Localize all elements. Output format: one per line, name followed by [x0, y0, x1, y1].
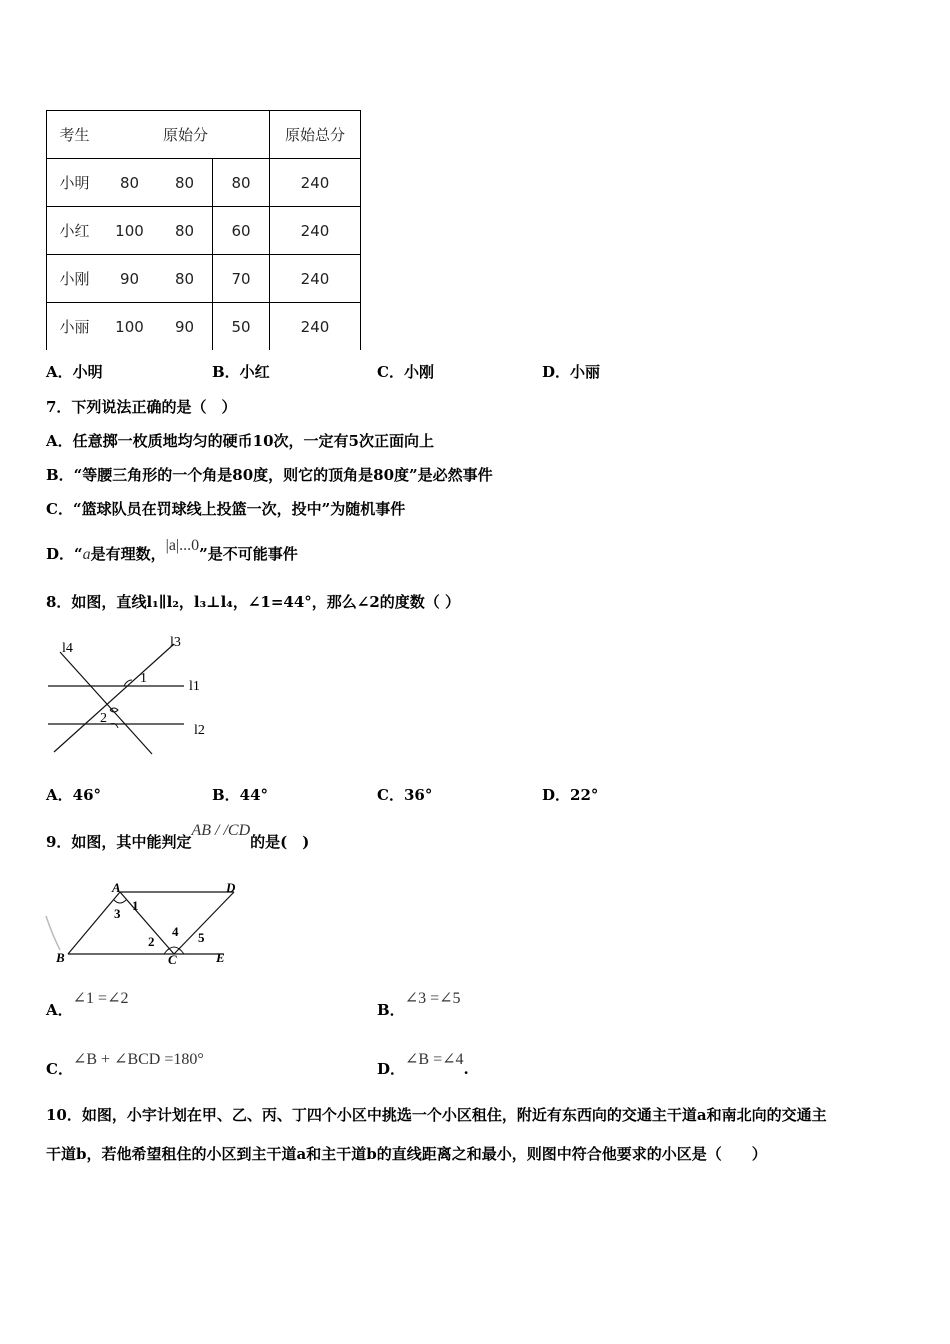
- table-cell: 70: [213, 255, 270, 303]
- label-A: A: [112, 880, 121, 895]
- label-D: D: [226, 880, 236, 895]
- q7-option-b[interactable]: B．“等腰三角形的一个角是80度，则它的顶角是80度”是必然事件: [46, 466, 493, 484]
- table-cell: 240: [270, 159, 361, 207]
- q9-figure: [44, 878, 254, 968]
- table-cell: 80: [157, 207, 213, 255]
- table-cell: 90: [102, 255, 157, 303]
- q9-stem-math: AB / /CD: [191, 822, 251, 839]
- q10-stem-line2: 干道b，若他希望租住的小区到主干道a和主干道b的直线距离之和最小，则图中符合他要求的小区是（ ）: [46, 1145, 767, 1163]
- table-cell: 80: [157, 255, 213, 303]
- table-cell: 50: [213, 303, 270, 351]
- score-table: [46, 110, 361, 350]
- table-cell: 小刚: [47, 255, 103, 303]
- q9-stem: [46, 822, 310, 852]
- table-cell: 240: [270, 303, 361, 351]
- q7-d-prefix: D．“: [46, 545, 83, 563]
- table-cell: 小红: [47, 207, 103, 255]
- q6-option-b[interactable]: B．小红: [212, 363, 270, 381]
- q9-d-tail: .: [463, 1060, 469, 1078]
- q9-option-b[interactable]: [377, 990, 461, 1020]
- table-cell: 80: [119, 173, 140, 192]
- q7-option-c[interactable]: C．“篮球队员在罚球线上投篮一次，投中”为随机事件: [46, 500, 406, 518]
- q7-option-a[interactable]: A．任意掷一枚质地均匀的硬币10次，一定有5次正面向上: [46, 432, 434, 450]
- table-header-row: [47, 111, 361, 159]
- q9-d-math: ∠B =∠4: [405, 1051, 464, 1068]
- q8-option-c[interactable]: C．36°: [377, 786, 433, 804]
- q9-b-math: ∠3 =∠5: [404, 990, 461, 1007]
- table-cell: 小丽: [47, 303, 103, 351]
- q9-stem-prefix: 9．如图，其中能判定: [46, 833, 192, 851]
- q8-figure: [44, 630, 214, 758]
- table-cell: 小明: [47, 159, 103, 207]
- label-l2: l2: [194, 723, 205, 738]
- table-row: [47, 255, 361, 303]
- label-angle1: 1: [140, 671, 147, 686]
- label-angle2: 2: [100, 711, 107, 726]
- q9-d-label: D．: [377, 1060, 406, 1078]
- q8-option-d[interactable]: D．22°: [542, 786, 599, 804]
- label-B: B: [56, 950, 65, 965]
- q9-b-label: B．: [377, 1001, 405, 1019]
- label-1: 1: [132, 898, 139, 913]
- q9-a-math: ∠1 =∠2: [72, 990, 129, 1007]
- table-row: [47, 207, 361, 255]
- q10-stem-line1: 10．如图，小宇计划在甲、乙、丙、丁四个小区中挑选一个小区租住，附近有东西向的交通主干道a和南北向的交通主: [46, 1106, 827, 1124]
- q6-option-d[interactable]: D．小丽: [542, 363, 601, 381]
- q7-d-var: a: [82, 546, 91, 563]
- label-4: 4: [172, 924, 179, 939]
- q6-option-c[interactable]: C．小刚: [377, 363, 434, 381]
- q9-c-math: ∠B + ∠BCD =180°: [72, 1051, 204, 1068]
- label-l4: l4: [62, 641, 73, 656]
- q9-option-a[interactable]: [46, 990, 129, 1020]
- q9-option-c[interactable]: [46, 1051, 204, 1079]
- table-cell: 80: [231, 173, 251, 192]
- label-C: C: [168, 952, 177, 967]
- q9-a-label: A．: [46, 1001, 73, 1019]
- label-2: 2: [148, 934, 155, 949]
- label-3: 3: [114, 906, 121, 921]
- q7-d-suffix: ”是不可能事件: [199, 545, 298, 563]
- header-raw-score: 原始分: [102, 111, 270, 159]
- label-l3: l3: [170, 635, 181, 650]
- q8-option-a[interactable]: A．46°: [46, 786, 102, 804]
- table-cell: 90: [157, 303, 213, 351]
- table-cell: 80: [157, 159, 213, 207]
- header-student: 考生: [47, 111, 103, 159]
- table-cell: 240: [270, 255, 361, 303]
- q9-c-label: C．: [46, 1060, 73, 1078]
- table-cell: 100: [102, 207, 157, 255]
- table-cell: 240: [270, 207, 361, 255]
- label-E: E: [216, 950, 225, 965]
- table-row: [47, 159, 361, 207]
- q9-stem-suffix: 的是( ): [250, 833, 310, 851]
- table-cell: 100: [102, 303, 157, 351]
- q7-option-d[interactable]: [46, 537, 298, 564]
- q9-option-d[interactable]: [377, 1051, 469, 1079]
- q7-stem: 7．下列说法正确的是（ ）: [46, 398, 237, 416]
- table-row: [47, 303, 361, 351]
- q7-d-math: |a|...0: [165, 537, 200, 554]
- q6-option-a[interactable]: A．小明: [46, 363, 103, 381]
- label-5: 5: [198, 930, 205, 945]
- label-l1: l1: [189, 679, 200, 694]
- q7-d-mid: 是有理数，: [90, 545, 166, 563]
- header-raw-total: 原始总分: [270, 111, 361, 159]
- q8-stem: 8．如图，直线l₁∥l₂，l₃⊥l₄，∠1=44°，那么∠2的度数（ ）: [46, 593, 461, 611]
- q8-option-b[interactable]: B．44°: [212, 786, 269, 804]
- table-cell: 60: [213, 207, 270, 255]
